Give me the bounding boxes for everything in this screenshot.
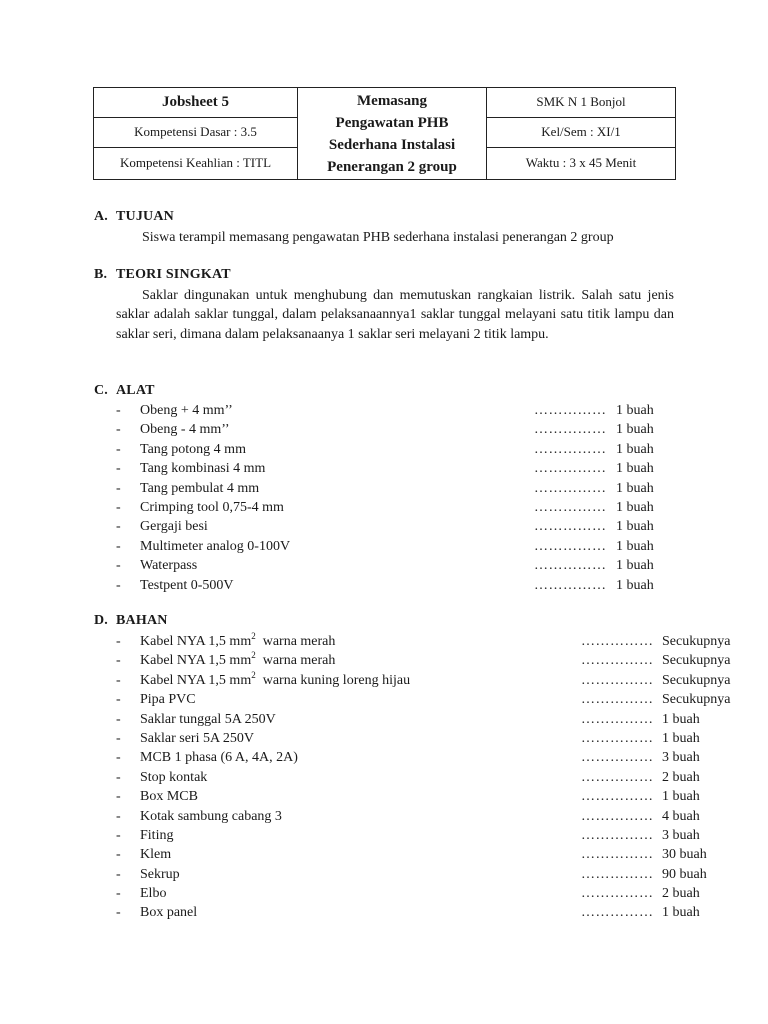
item-name [140,865,180,884]
section-title: ALAT [116,383,155,398]
list-dash: - [116,789,121,805]
item-name-text: Tang pembulat 4 mm [140,480,260,496]
item-name-text: Elbo [140,886,167,902]
leader-dots: …………… [581,866,654,882]
list-dash: - [116,558,121,574]
item-name-text: Kotak sambung cabang 3 [140,808,282,824]
leader-dots: …………… [534,499,607,515]
item-name-text: Saklar tunggal 5A 250V [140,711,276,727]
section-letter: A. [94,209,109,224]
item-quantity: 1 buah [616,480,654,496]
item-quantity: 1 buah [616,538,654,554]
item-name [140,498,284,517]
kompetensi-dasar-cell: Kompetensi Dasar : 3.5 [94,118,298,148]
item-quantity: 1 buah [616,422,654,438]
item-quantity: Secukupnya [662,672,731,688]
section-title: BAHAN [116,613,168,628]
section-heading-tujuan [94,209,174,225]
item-name-text: Sekrup [140,866,180,882]
waktu-cell: Waktu : 3 x 45 Menit [487,148,676,180]
item-name-text: Kabel NYA 1,5 mm [140,653,252,669]
item-name-text: Waterpass [140,558,198,574]
item-name [140,748,298,767]
item-name [140,807,282,826]
leader-dots: …………… [581,905,654,921]
leader-dots: …………… [534,461,607,477]
leader-dots: …………… [581,730,654,746]
item-name-suffix: warna merah [255,653,336,669]
list-dash: - [116,905,121,921]
section-letter: D. [94,613,109,628]
list-dash: - [116,730,121,746]
leader-dots: …………… [581,886,654,902]
list-dash: - [116,634,121,649]
list-dash: - [116,711,121,727]
leader-dots: …………… [581,827,654,843]
list-dash: - [116,750,121,766]
item-quantity: 2 buah [662,769,700,785]
list-dash: - [116,441,121,457]
item-name-text: Pipa PVC [140,692,196,708]
item-name [140,690,196,709]
list-dash: - [116,538,121,554]
item-quantity: 1 buah [616,499,654,515]
item-quantity: 3 buah [662,827,700,843]
tujuan-text: Siswa terampil memasang pengawatan PHB sederhana instalasi penerangan 2 group [142,230,614,245]
list-dash: - [116,577,121,593]
item-quantity: Secukupnya [662,653,731,669]
list-dash: - [116,499,121,515]
item-quantity: 1 buah [662,730,700,746]
item-name-text: Box MCB [140,789,198,805]
list-dash: - [116,519,121,535]
item-quantity: Secukupnya [662,634,731,649]
leader-dots: …………… [534,519,607,535]
item-name [140,420,230,439]
item-name [140,537,290,556]
item-name-text: Kabel NYA 1,5 mm [140,672,252,688]
header-table [93,87,676,180]
job-title-line: Penerangan 2 group [327,158,457,175]
leader-dots: …………… [534,441,607,457]
item-name-text: Gergaji besi [140,519,208,535]
item-name [140,401,233,420]
item-name-text: Multimeter analog 0-100V [140,538,291,554]
kompetensi-keahlian-cell: Kompetensi Keahlian : TITL [94,148,298,180]
leader-dots: …………… [581,789,654,805]
item-quantity: 1 buah [616,577,654,593]
item-superscript: 2 [251,650,256,661]
item-name-text: Obeng + 4 mm’’ [140,403,233,418]
list-dash: - [116,692,121,708]
item-name-suffix: warna merah [255,634,336,649]
item-name-text: Testpent 0-500V [140,577,234,593]
item-name [140,787,198,806]
item-superscript: 2 [251,631,256,641]
list-dash: - [116,866,121,882]
item-name [140,845,171,864]
item-name [140,632,335,651]
item-name [140,651,335,670]
item-name-text: Tang kombinasi 4 mm [140,461,266,477]
leader-dots: …………… [534,577,607,593]
item-quantity: Secukupnya [662,692,731,708]
leader-dots: …………… [581,672,654,688]
section-heading-bahan [94,613,168,629]
leader-dots: …………… [581,634,654,649]
item-name-text: Obeng - 4 mm’’ [140,422,230,438]
job-title-line: Memasang [357,92,427,109]
list-dash: - [116,403,121,418]
item-quantity: 1 buah [662,711,700,727]
leader-dots: …………… [534,480,607,496]
leader-dots: …………… [534,403,607,418]
job-title-line: Pengawatan PHB [335,114,449,131]
list-dash: - [116,808,121,824]
item-name [140,884,166,903]
list-dash: - [116,827,121,843]
item-quantity: 1 buah [616,519,654,535]
item-name [140,768,207,787]
leader-dots: …………… [534,538,607,554]
item-quantity: 1 buah [662,905,700,921]
leader-dots: …………… [534,422,607,438]
item-quantity: 2 buah [662,886,700,902]
item-name-text: Klem [140,847,172,863]
item-quantity: 1 buah [616,558,654,574]
item-name [140,903,197,922]
item-name [140,710,276,729]
item-name-text: Crimping tool 0,75-4 mm [140,499,284,515]
list-dash: - [116,847,121,863]
leader-dots: …………… [581,653,654,669]
item-quantity: 1 buah [616,441,654,457]
item-name-text: Stop kontak [140,769,208,785]
leader-dots: …………… [581,847,654,863]
list-dash: - [116,769,121,785]
list-dash: - [116,672,121,688]
item-quantity: 90 buah [662,866,707,882]
item-name-text: Kabel NYA 1,5 mm [140,634,252,649]
list-dash: - [116,886,121,902]
job-title-line: Sederhana Instalasi [328,136,456,153]
item-name [140,517,208,536]
item-superscript: 2 [251,669,256,680]
item-quantity: 1 buah [616,461,654,477]
item-name [140,459,265,478]
list-dash: - [116,480,121,496]
list-dash: - [116,653,121,669]
item-name [140,576,234,595]
item-quantity: 30 buah [662,847,707,863]
section-heading-alat [94,383,155,399]
section-heading-teori [94,267,231,283]
item-name-text: Saklar seri 5A 250V [140,730,254,746]
item-name [140,671,410,690]
kel-sem-cell: Kel/Sem : XI/1 [487,118,676,148]
leader-dots: …………… [581,711,654,727]
item-quantity: 1 buah [616,403,654,418]
section-title: TEORI SINGKAT [116,267,231,282]
item-quantity: 4 buah [662,808,700,824]
leader-dots: …………… [534,558,607,574]
item-name-text: MCB 1 phasa (6 A, 4A, 2A) [140,750,298,766]
section-title: TUJUAN [116,209,174,224]
section-letter: C. [94,383,109,398]
item-quantity: 3 buah [662,750,700,766]
item-name [140,826,173,845]
item-name [140,479,259,498]
item-name [140,440,246,459]
list-dash: - [116,422,121,438]
item-name [140,729,254,748]
job-title-cell [298,88,487,180]
leader-dots: …………… [581,769,654,785]
leader-dots: …………… [581,808,654,824]
item-quantity: 1 buah [662,789,700,805]
school-cell: SMK N 1 Bonjol [487,88,676,118]
section-letter: B. [94,267,108,282]
item-name-suffix: warna kuning loreng hijau [255,672,411,688]
leader-dots: …………… [581,692,654,708]
item-name-text: Fiting [140,827,174,843]
jobsheet-cell: Jobsheet 5 [94,88,298,118]
leader-dots: …………… [581,750,654,766]
teori-paragraph: Saklar dingunakan untuk menghubung dan memutuskan rangkaian listrik. Salah satu jenis saklar adalah saklar tunggal, dalam pelaksanaannya1 saklar tunggal melayani satu titik lampu dan saklar seri, dimana dalam pelaksanaanya 1 saklar seri melayani 2 titik lampu. [116,288,674,342]
item-name [140,556,197,575]
list-dash: - [116,461,121,477]
item-name-text: Tang potong 4 mm [140,441,246,457]
item-name-text: Box panel [140,905,198,921]
